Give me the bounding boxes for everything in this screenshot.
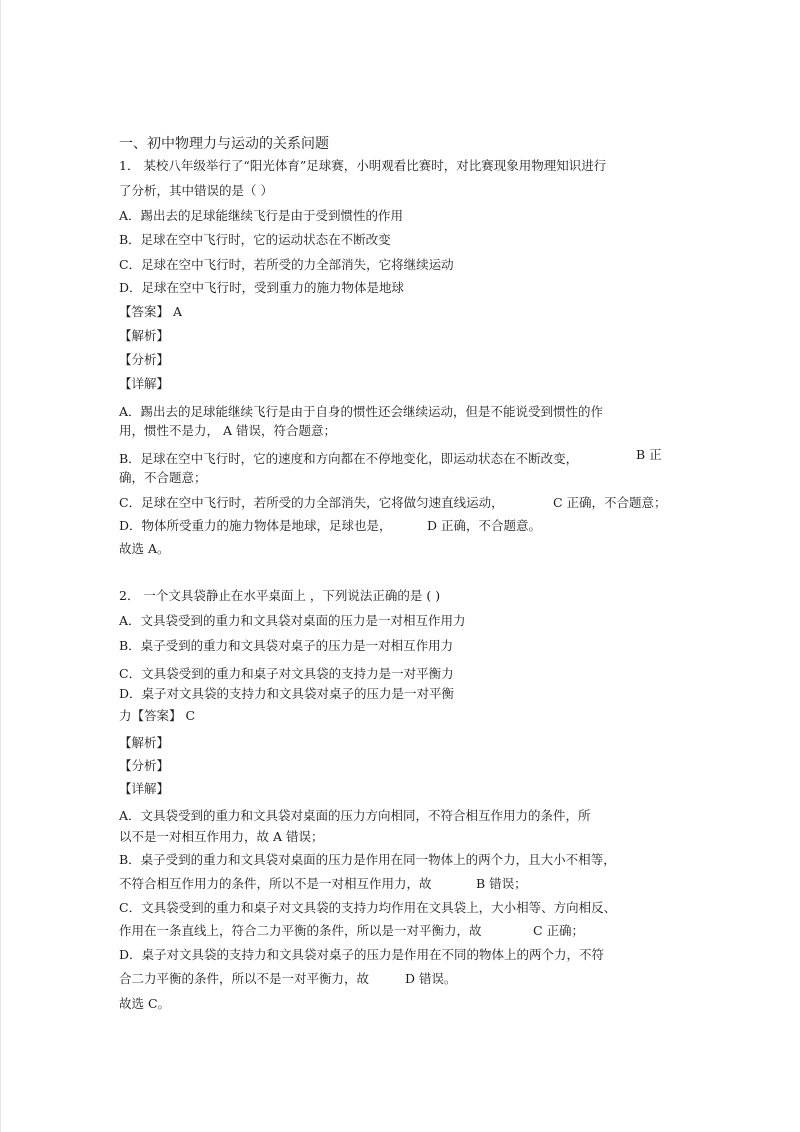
q1-explain-d: D．物体所受重力的施力物体是地球，足球也是，: [119, 518, 392, 533]
q1-explain-b-line1: B．足球在空中飞行时，它的速度和方向都在不停地变化，即运动状态在不断改变，: [119, 451, 579, 466]
q2-explain-d-line2: 合二力平衡的条件，所以不是一对平衡力，故: [119, 971, 370, 986]
q1-explain-a-line2: 用，惯性不是力， A 错误，符合题意；: [119, 423, 336, 438]
q2-explain-c-right: C 正确；: [533, 923, 585, 938]
q2-option-d: D．桌子对文具袋的支持力和文具袋对桌子的压力是一对平衡: [119, 686, 455, 701]
q2-explain-a-line2: 以不是一对相互作用力，故 A 错误；: [119, 829, 324, 844]
q2-explain-d-right: D 错误。: [405, 971, 457, 986]
q1-explain-c: C．足球在空中飞行时，若所受的力全部消失，它将做匀速直线运动，: [119, 495, 504, 510]
q1-explain-c-right: C 正确，不合题意；: [553, 495, 667, 510]
q1-option-c: C．足球在空中飞行时，若所受的力全部消失，它将继续运动: [119, 257, 454, 272]
q2-stem: 2． 一个文具袋静止在水平桌面上 ，下列说法正确的是 ( ): [119, 588, 441, 603]
q1-answer: 【答案】 A: [119, 304, 183, 319]
q1-option-b: B．足球在空中飞行时，它的运动状态在不断改变: [119, 232, 391, 247]
q2-explain-c-line1: C．文具袋受到的重力和桌子对文具袋的支持力均作用在文具袋上，大小相等、方向相反、: [119, 900, 617, 915]
q1-explain-a-line1: A．踢出去的足球能继续飞行是由于自身的惯性还会继续运动，但是不能说受到惯性的作: [119, 404, 604, 419]
q2-fenxi-label: 【分析】: [119, 758, 170, 773]
q1-stem-line1: 1． 某校八年级举行了“阳光体育”足球赛，小明观看比赛时，对比赛现象用物理知识进行: [119, 158, 607, 173]
q2-explain-b-line2: 不符合相互作用力的条件，所以不是一对相互作用力，故: [119, 876, 432, 891]
q2-explain-c-line2: 作用在一条直线上，符合二力平衡的条件，所以是一对平衡力，故: [119, 923, 482, 938]
q1-option-d: D．足球在空中飞行时，受到重力的施力物体是地球: [119, 280, 405, 295]
q1-xiangjie-label: 【详解】: [119, 376, 170, 391]
q1-explain-d-right: D 正确，不合题意。: [427, 518, 541, 533]
q2-explain-d-line1: D．桌子对文具袋的支持力和文具袋对桌子的压力是作用在不同的物体上的两个力，不符: [119, 947, 605, 962]
page-left-edge: [0, 0, 1, 1132]
q1-option-a: A．踢出去的足球能继续飞行是由于受到惯性的作用: [119, 208, 404, 223]
q2-explain-b-right: B 错误；: [476, 876, 527, 891]
q2-xiangjie-label: 【详解】: [119, 781, 170, 796]
q2-explain-a-line1: A．文具袋受到的重力和文具袋对桌面的压力方向相同，不符合相互作用力的条件，所: [119, 808, 591, 823]
q1-choose: 故选 A。: [119, 541, 170, 556]
q1-explain-b-line2: 确，不合题意；: [119, 470, 207, 485]
q2-jiexi-label: 【解析】: [119, 735, 170, 750]
q2-choose: 故选 C。: [119, 996, 171, 1011]
q1-stem-line2: 了分析，其中错误的是（ ）: [119, 183, 273, 198]
q1-explain-b-right: B 正: [636, 447, 662, 462]
q2-option-d-cont-answer: 力【答案】 C: [119, 708, 196, 723]
section-heading: 一、初中物理力与运动的关系问题: [119, 136, 329, 152]
q1-fenxi-label: 【分析】: [119, 352, 170, 367]
q2-explain-b-line1: B．桌子受到的重力和文具袋对桌面的压力是作用在同一物体上的两个力，且大小不相等，: [119, 852, 616, 867]
q1-jiexi-label: 【解析】: [119, 328, 170, 343]
q2-option-c: C．文具袋受到的重力和桌子对文具袋的支持力是一对平衡力: [119, 666, 454, 681]
q2-option-a: A．文具袋受到的重力和文具袋对桌面的压力是一对相互作用力: [119, 613, 466, 628]
q2-option-b: B．桌子受到的重力和文具袋对桌子的压力是一对相互作用力: [119, 638, 454, 653]
